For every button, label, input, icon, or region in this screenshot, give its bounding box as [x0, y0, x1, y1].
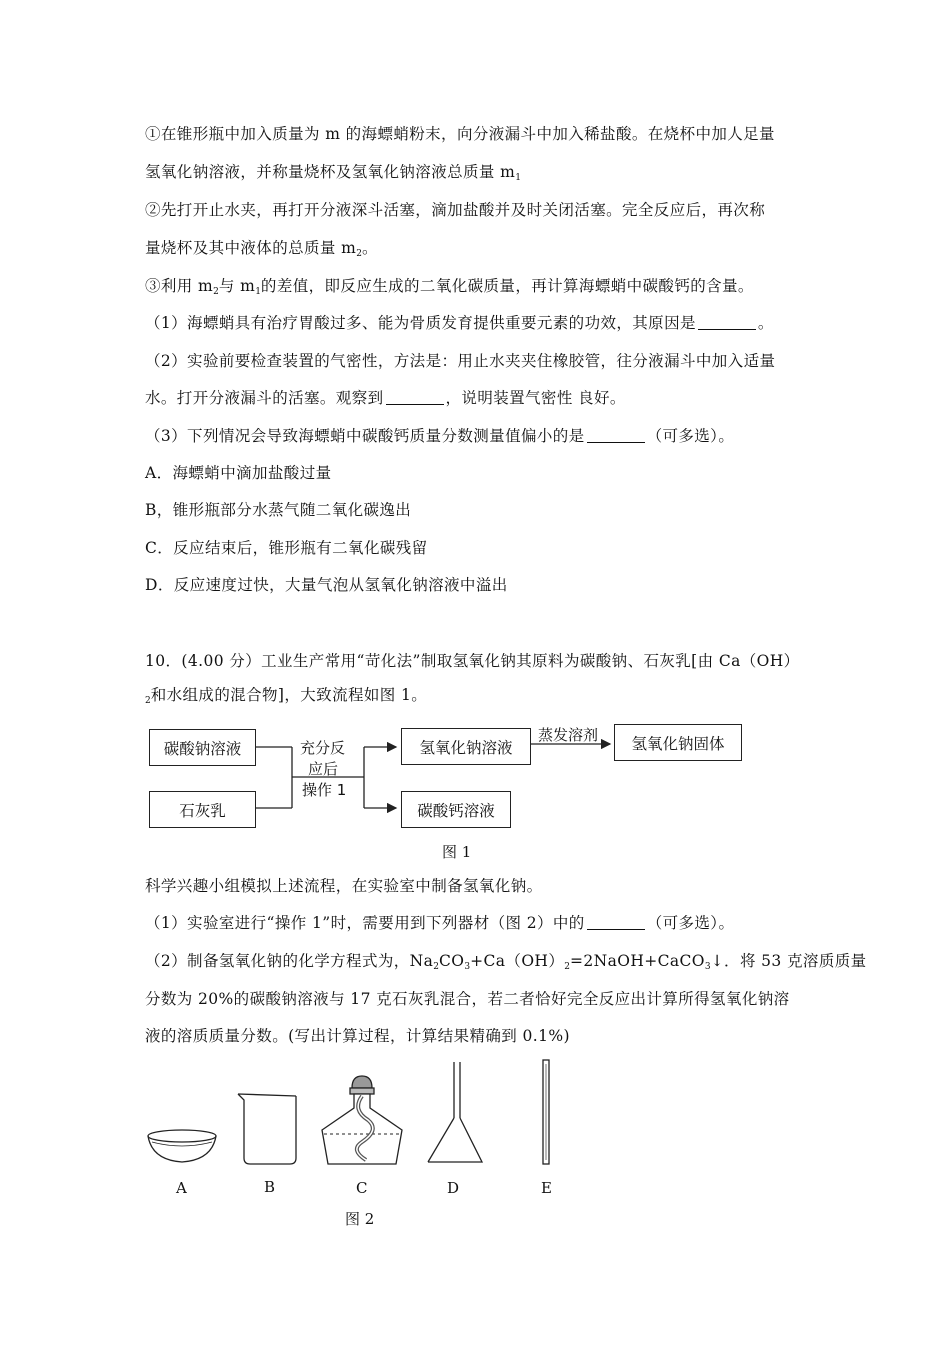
q10-sub2-line2: 分数为 20%的碳酸钠溶液与 17 克石灰乳混合，若二者恰好完全反应出计算所得氢氧化钠溶 [145, 990, 790, 1008]
apparatus-label-d: D [447, 1179, 460, 1197]
answer-blank[interactable] [386, 390, 444, 405]
q10-sub1: （1）实验室进行“操作 1”时，需要用到下列器材（图 2）中的 （可多选）。 [145, 914, 735, 932]
q9-option-b: B，锥形瓶部分水蒸气随二氧化碳逸出 [145, 501, 412, 519]
q9-step2-line2: 量烧杯及其中液体的总质量 $m_2$。 [145, 239, 378, 259]
flow-box-sodium-hydroxide-solid: 氢氧化钠固体 [614, 724, 742, 761]
apparatus-label-e: E [541, 1179, 552, 1197]
q10-sub2-line3: 液的溶质质量分数。(写出计算过程，计算结果精确到 0.1%) [145, 1027, 570, 1045]
funnel-icon [428, 1062, 482, 1162]
apparatus-label-a: A [176, 1179, 187, 1197]
apparatus-label-c: C [356, 1179, 368, 1197]
q10-intro-line2: $_2$和水组成的混合物]，大致流程如图 1。 [145, 686, 428, 706]
apparatus-label-b: B [264, 1178, 276, 1196]
answer-blank[interactable] [698, 315, 756, 330]
flow-box-calcium-carbonate: 碳酸钙溶液 [401, 791, 511, 828]
flow-box-lime-milk: 石灰乳 [149, 791, 256, 828]
evaporating-dish-icon [148, 1130, 216, 1162]
figure-2-caption: 图 2 [345, 1210, 375, 1228]
figure-1-caption: 图 1 [442, 843, 472, 861]
answer-blank[interactable] [587, 915, 645, 930]
flow-evaporate-label: 蒸发溶剂 [538, 726, 599, 744]
q9-sub2-line2: 水。打开分液漏斗的活塞。观察到 ，说明装置气密性 良好。 [145, 389, 626, 407]
q9-sub2-line1: （2）实验前要检查装置的气密性，方法是：用止水夹夹住橡胶管，往分液漏斗中加入适量 [145, 352, 776, 370]
flow-step-label-1: 充分反 [300, 739, 346, 757]
q9-sub1: （1）海螵蛸具有治疗胃酸过多、能为骨质发育提供重要元素的功效，其原因是 。 [145, 314, 774, 332]
q10-group-text: 科学兴趣小组模拟上述流程，在实验室中制备氢氧化钠。 [145, 877, 543, 895]
q9-sub3: （3）下列情况会导致海螵蛸中碳酸钙质量分数测量值偏小的是 （可多选）。 [145, 427, 735, 445]
flow-box-sodium-hydroxide-solution: 氢氧化钠溶液 [401, 728, 531, 765]
q10-sub2-line1: （2）制备氢氧化钠的化学方程式为，$Na_2CO_3+Ca(OH)_2=2NaOH+CaCO_3↓$．将 53 克溶质质量 [145, 952, 867, 972]
flow-step-label-3: 操作 1 [302, 781, 347, 799]
alcohol-burner-icon [322, 1076, 402, 1164]
flow-box-sodium-carbonate: 碳酸钠溶液 [149, 729, 256, 766]
q9-step1-line1: ①在锥形瓶中加入质量为 m 的海螵蛸粉末，向分液漏斗中加入稀盐酸。在烧杯中加人足量 [145, 125, 775, 143]
q10-intro-line1: 10．(4.00 分）工业生产常用“苛化法”制取氢氧化钠其原料为碳酸钠、石灰乳[由 Ca（OH） [145, 652, 800, 670]
q9-step1-line2: 氢氧化钠溶液，并称量烧杯及氢氧化钠溶液总质量 $m_1$ [145, 163, 521, 183]
beaker-icon [238, 1094, 296, 1164]
q9-option-a: A．海螵蛸中滴加盐酸过量 [145, 464, 332, 482]
q9-step3: ③利用 $m_2$与 $m_1$的差值，即反应生成的二氧化碳质量，再计算海螵蛸中碳酸钙的含量。 [145, 277, 754, 297]
q9-step2-line1: ②先打开止水夹，再打开分液深斗活塞，滴加盐酸并及时关闭活塞。完全反应后，再次称 [145, 201, 766, 219]
glass-rod-icon [543, 1060, 549, 1164]
q9-option-d: D．反应速度过快，大量气泡从氢氧化钠溶液中溢出 [145, 576, 508, 594]
answer-blank[interactable] [587, 428, 645, 443]
flow-step-label-2: 应后 [308, 760, 339, 778]
q9-option-c: C．反应结束后，锥形瓶有二氧化碳残留 [145, 539, 428, 557]
